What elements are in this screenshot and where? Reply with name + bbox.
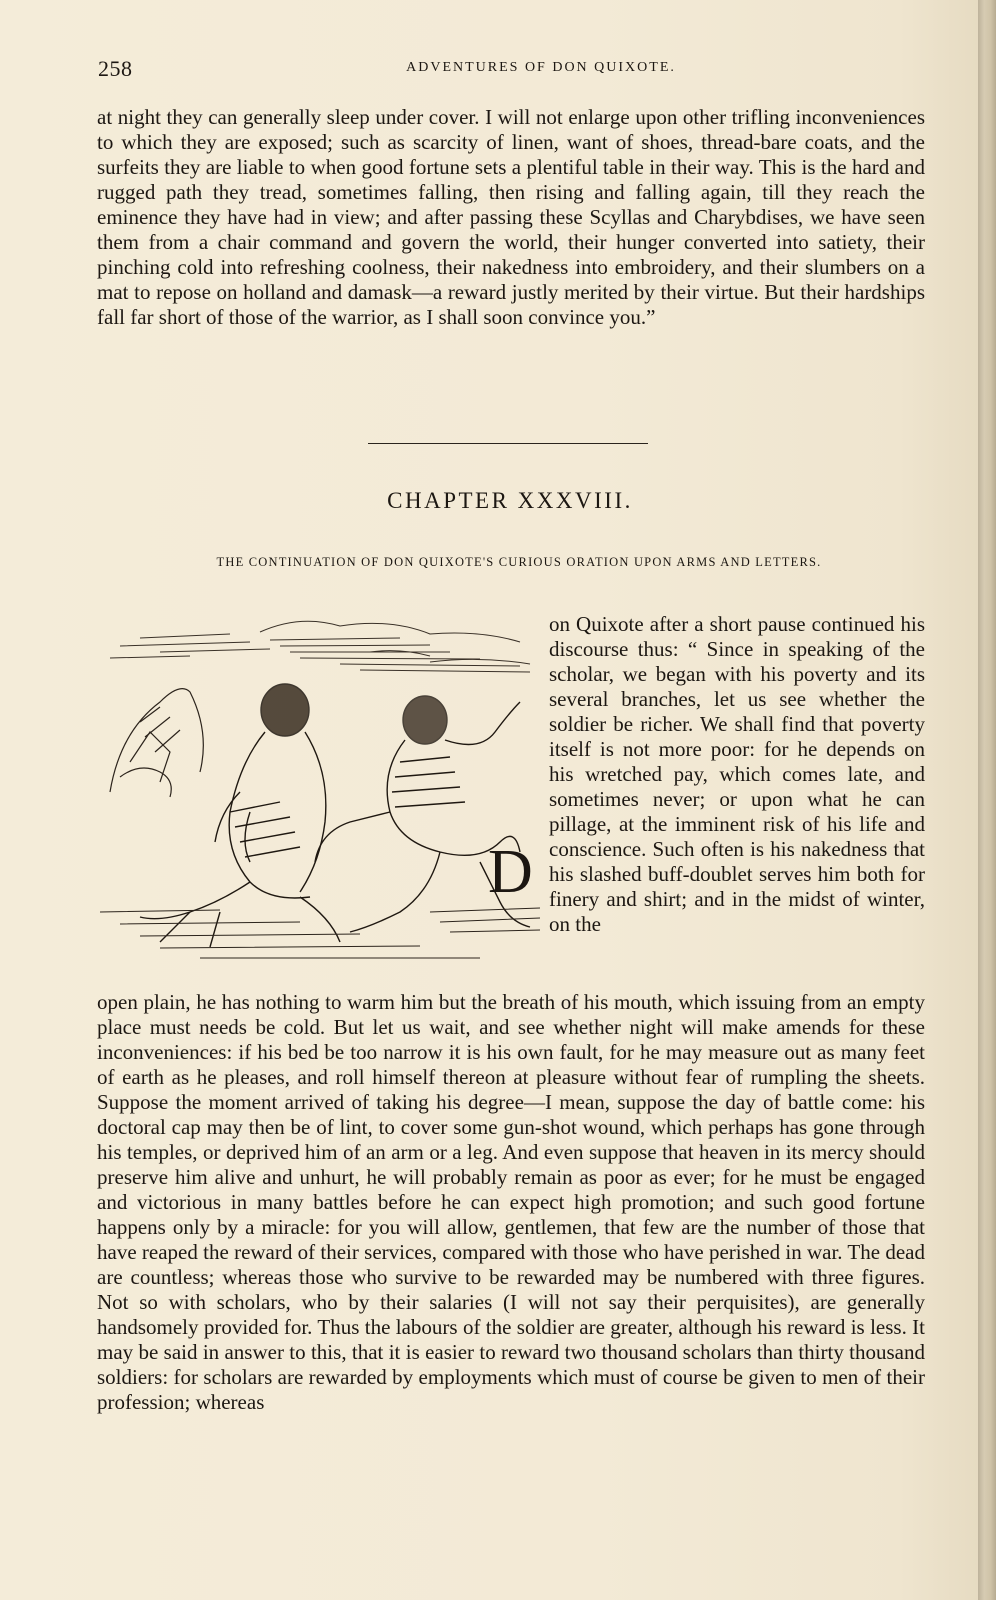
section-divider (368, 443, 648, 444)
page-edge (978, 0, 996, 1600)
chapter-illustration (100, 612, 540, 967)
background-rocks (110, 689, 203, 797)
page-header (98, 56, 924, 88)
chapter-opening-text: on Quixote after a short pause continued his discourse thus: “ Since in speaking of the scholar, we began with his poverty and its several branches, let us see whether the soldier be richer. We shall find that poverty itself is not more poor: for he depends on his wretched pay, which comes late, and sometimes never; or upon what he can pillage, at the imminent risk of his life and conscience. Such often is his nakedness that his slashed buff-doublet serves him both for finery and shirt; and in the midst of winter, on the (549, 612, 925, 936)
drop-cap: D (488, 838, 533, 906)
chapter-subtitle: THE CONTINUATION OF DON QUIXOTE'S CURIOUS ORATION UPON ARMS AND LETTERS. (216, 555, 822, 569)
running-head: ADVENTURES OF DON QUIXOTE. (406, 60, 676, 75)
clouds (110, 621, 530, 672)
top-paragraph: at night they can generally sleep under cover. I will not enlarge upon other trifling inconveniences to which they are exposed; such as scarcity of linen, want of shoes, thread-bare coats, and the surfeits they are liable to when good fortune sets a plentiful table in their way. This is the hard and rugged path they tread, sometimes falling, then rising and falling again, till they reach the eminence they have had in view; and after passing these Scyllas and Charybdises, we have seen them from a chair command and govern the world, their hunger converted into satiety, their pinching cold into refreshing coolness, their nakedness into embroidery, and their slumbers on a mat to repose on holland and damask—a reward justly merited by their virtue. But their hardships fall far short of those of the warrior, as I shall soon convince you.” (97, 105, 925, 329)
page-number: 258 (98, 56, 133, 81)
chapter-title: CHAPTER XXXVIII. (387, 488, 633, 513)
figure-left (140, 684, 340, 947)
chapter-body-text: open plain, he has nothing to warm him but the breath of his mouth, which issuing from an empty place must needs be cold. But let us wait, and see whether night will make amends for these inconveniences: if his bed be too narrow it is his own fault, for he may measure out as many feet of earth as he pleases, and roll himself thereon at pleasure without fear of rumpling the sheets. Suppose the moment arrived of taking his degree—I mean, suppose the day of battle come: his doctoral cap may then be of lint, to cover some gun-shot wound, which perhaps has gone through his temples, or deprived him of an arm or a leg. And even suppose that heaven in its mercy should preserve him alive and unhurt, he will probably remain as poor as ever; for he must be engaged and victorious in many battles before he can expect high promotion; and such good fortune happens only by a miracle: for you will allow, gentlemen, that few are the number of those that have reaped the reward of their services, compared with those who have perished in war. The dead are countless; whereas those who survive to be rewarded may be numbered with three figures. Not so with scholars, who by their salaries (I will not say their perquisites), are generally handsomely provided for. Thus the labours of the soldier are greater, although his reward is less. It may be said in answer to this, that it is easier to reward two thousand scholars than thirty thousand soldiers: for scholars are rewarded by employments which must of course be given to men of their profession; whereas (97, 990, 925, 1414)
ground (100, 908, 540, 958)
